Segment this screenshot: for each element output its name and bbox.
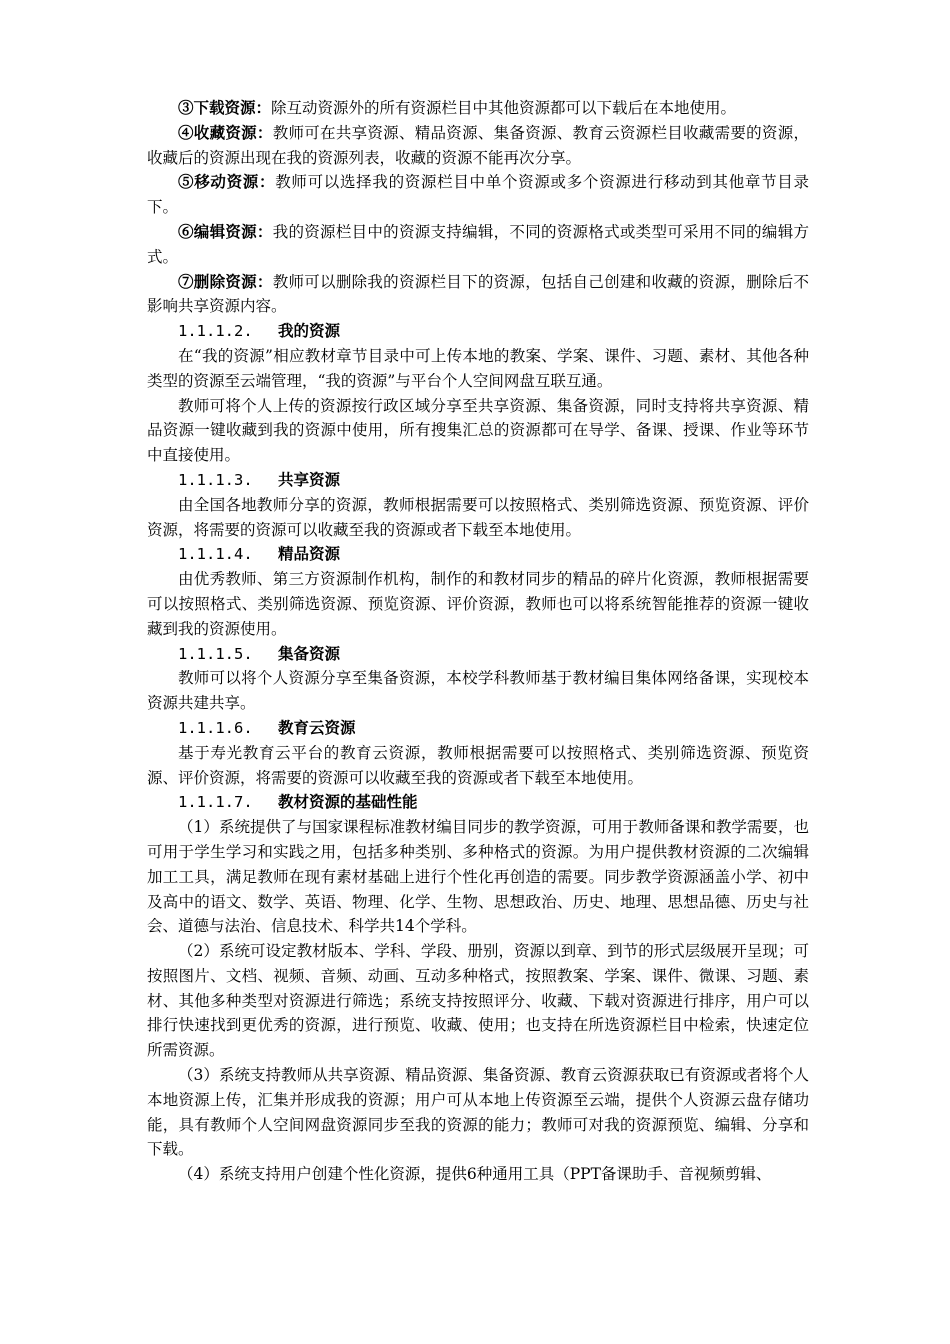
- section-heading: [147, 468, 809, 493]
- feature-move: [147, 170, 809, 220]
- paragraph: （2）系统可设定教材版本、学科、学段、册别，资源以到章、到节的形式层级展开呈现；可按照图片、文档、视频、音频、动画、互动多种格式，按照教案、学案、课件、微课、习题、素材、其他多种类型对资源进行筛选；系统支持按照评分、收藏、下载对资源进行排序，用户可以排行快速找到更优秀的资源，进行预览、收藏、使用；也支持在所选资源栏目中检索，快速定位所需资源。: [147, 942, 809, 1060]
- section-number: 1.1.1.3.: [178, 470, 253, 489]
- section-heading: [147, 642, 809, 667]
- section-title: 共享资源: [278, 469, 341, 489]
- feature-label: ⑤移动资源：: [178, 172, 276, 192]
- feature-label: ⑥编辑资源：: [178, 221, 273, 241]
- paragraph: （4）系统支持用户创建个性化资源，提供6种通用工具（PPT备课助手、音视频剪辑、: [178, 1165, 772, 1184]
- paragraph: 教师可以将个人资源分享至集备资源，本校学科教师基于教材编目集体网络备课，实现校本资源共建共享。: [147, 669, 809, 713]
- section-heading: [147, 319, 809, 344]
- section-title: 我的资源: [278, 321, 341, 341]
- paragraph: 由全国各地教师分享的资源，教师根据需要可以按照格式、类别筛选资源、预览资源、评价资源，将需要的资源可以收藏至我的资源或者下载至本地使用。: [147, 495, 809, 539]
- section-number: 1.1.1.2.: [178, 322, 253, 341]
- section-heading: [147, 716, 809, 741]
- paragraph: 在“我的资源”相应教材章节目录中可上传本地的教案、学案、课件、习题、素材、其他各种类型的资源至云端管理，“我的资源”与平台个人空间网盘互联互通。: [147, 346, 809, 390]
- section-number: 1.1.1.6.: [178, 718, 253, 737]
- feature-text: 教师可以删除我的资源栏目下的资源，包括自己创建和收藏的资源，删除后不影响共享资源内容。: [147, 272, 809, 316]
- paragraph: （1）系统提供了与国家课程标准教材编目同步的教学资源，可用于教师备课和教学需要，也可用于学生学习和实践之用，包括多种类别、多种格式的资源。为用户提供教材资源的二次编辑加工工具，满足教师在现有素材基础上进行个性化再创造的需要。同步教学资源涵盖小学、初中及高中的语文、数学、英语、物理、化学、生物、思想政治、历史、地理、思想品德、历史与社会、道德与法治、信息技术、科学共14个学科。: [147, 818, 809, 936]
- paragraph: 教师可将个人上传的资源按行政区域分享至共享资源、集备资源，同时支持将共享资源、精品资源一键收藏到我的资源中使用，所有搜集汇总的资源都可在导学、备课、授课、作业等环节中直接使用。: [147, 396, 809, 465]
- section-heading: [147, 542, 809, 567]
- feature-text: 我的资源栏目中的资源支持编辑，不同的资源格式或类型可采用不同的编辑方式。: [147, 222, 809, 266]
- feature-text: 教师可以选择我的资源栏目中单个资源或多个资源进行移动到其他章节目录下。: [147, 173, 809, 217]
- feature-delete: [147, 270, 809, 320]
- section-title: 教材资源的基础性能: [278, 792, 418, 812]
- feature-edit: [147, 220, 809, 270]
- section-title: 精品资源: [278, 544, 341, 564]
- section-number: 1.1.1.4.: [178, 545, 253, 564]
- section-heading: [147, 790, 809, 815]
- feature-download: [147, 96, 809, 121]
- feature-favorite: [147, 121, 809, 171]
- section-title: 集备资源: [278, 643, 341, 663]
- section-number: 1.1.1.5.: [178, 644, 253, 663]
- section-title: 教育云资源: [278, 717, 356, 737]
- feature-label: ⑦删除资源：: [178, 271, 273, 291]
- paragraph: 基于寿光教育云平台的教育云资源，教师根据需要可以按照格式、类别筛选资源、预览资源、评价资源，将需要的资源可以收藏至我的资源或者下载至本地使用。: [147, 743, 809, 787]
- paragraph: （3）系统支持教师从共享资源、精品资源、集备资源、教育云资源获取已有资源或者将个人本地资源上传，汇集并形成我的资源；用户可从本地上传资源至云端，提供个人资源云盘存储功能，具有教师个人空间网盘资源同步至我的资源的能力；教师可对我的资源预览、编辑、分享和下载。: [147, 1066, 809, 1159]
- page-content: [147, 96, 809, 1187]
- paragraph: 由优秀教师、第三方资源制作机构，制作的和教材同步的精品的碎片化资源，教师根据需要可以按照格式、类别筛选资源、预览资源、评价资源，教师也可以将系统智能推荐的资源一键收藏到我的资源使用。: [147, 570, 809, 638]
- feature-text: 教师可在共享资源、精品资源、集备资源、教育云资源栏目收藏需要的资源，收藏后的资源出现在我的资源列表，收藏的资源不能再次分享。: [147, 123, 809, 167]
- section-number: 1.1.1.7.: [178, 793, 253, 812]
- feature-label: ④收藏资源：: [178, 122, 273, 142]
- feature-label: ③下载资源：: [178, 98, 272, 117]
- feature-text: 除互动资源外的所有资源栏目中其他资源都可以下载后在本地使用。: [271, 99, 737, 117]
